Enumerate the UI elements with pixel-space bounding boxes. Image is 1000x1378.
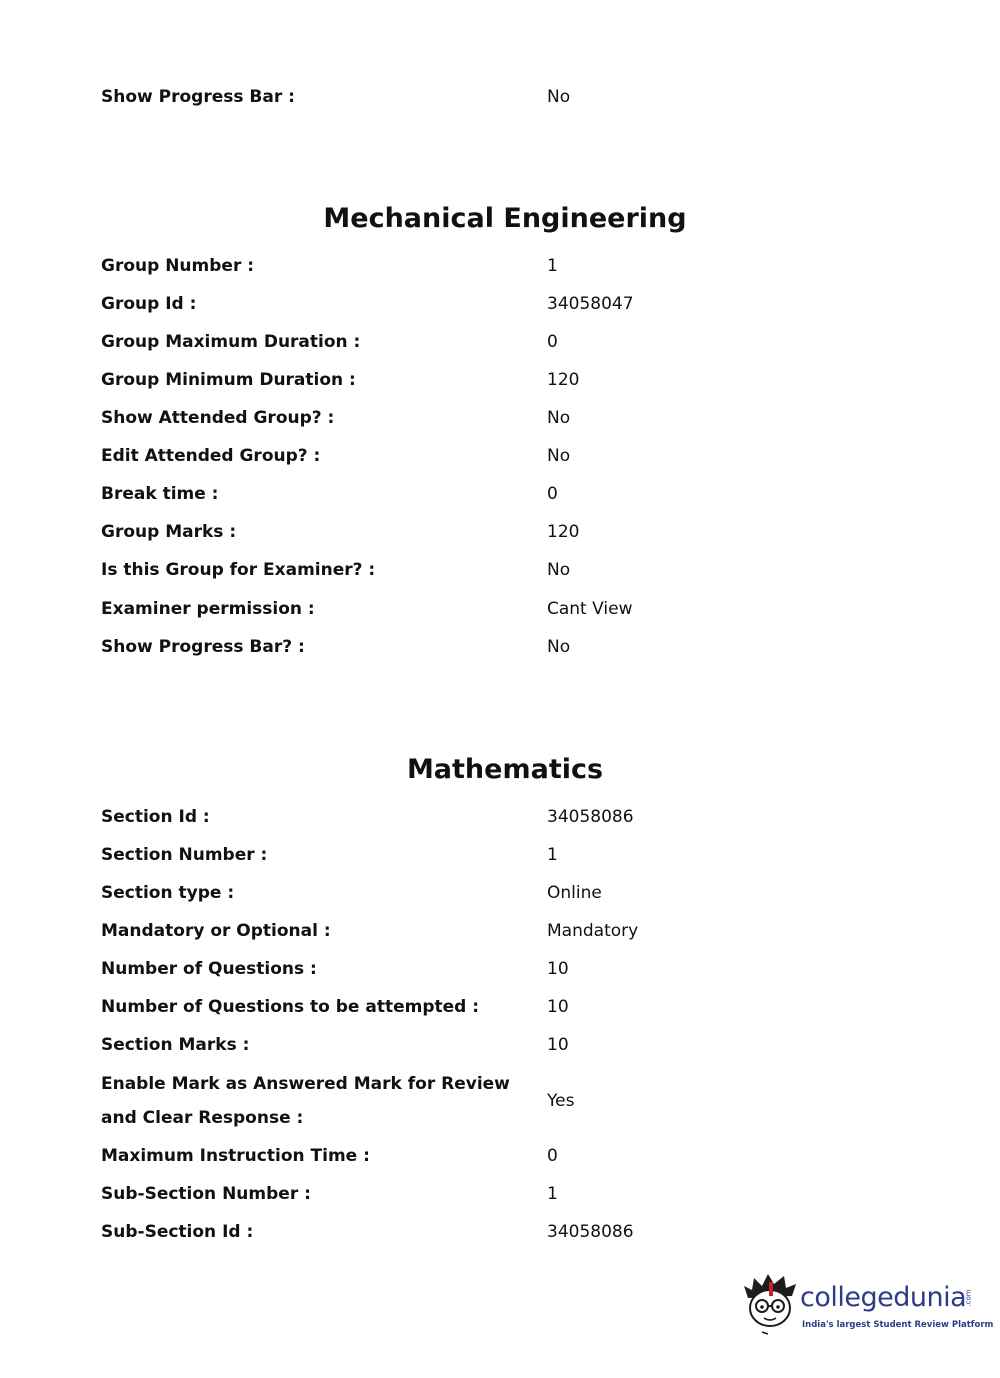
field-value: 34058047 [547,294,634,314]
field-label: Sub-Section Number : [101,1184,311,1204]
field-value: 0 [547,484,558,504]
field-value: 34058086 [547,807,634,827]
field-value: 1 [547,1184,558,1204]
field-value: No [547,637,571,657]
field-label: Mandatory or Optional : [101,921,331,941]
section-heading-group: Mechanical Engineering [323,203,687,234]
field-value: 1 [547,845,558,865]
logo-wordmark: collegedunia [800,1282,967,1313]
field-value: No [547,560,571,580]
field-label: Section Marks : [101,1035,250,1055]
field-value: Mandatory [547,921,639,941]
field-label: Section type : [101,883,235,903]
field-label: Show Progress Bar? : [101,637,305,657]
field-value: 0 [547,332,558,352]
field-value: Yes [547,1091,575,1111]
field-label: Maximum Instruction Time : [101,1146,370,1166]
field-value: 34058086 [547,1222,634,1242]
field-label: Group Number : [101,256,255,276]
field-value: 120 [547,522,580,542]
field-label: Edit Attended Group? : [101,446,321,466]
field-value: 10 [547,959,569,979]
field-label: Group Minimum Duration : [101,370,356,390]
field-label: Show Progress Bar : [101,87,295,107]
field-label: Section Id : [101,807,210,827]
field-label: Enable Mark as Answered Mark for Review and Clear Response : [101,1074,510,1128]
logo-dotcom: .com [964,1289,973,1307]
field-label: Number of Questions : [101,959,317,979]
table-row [101,1067,901,1135]
section-heading-subject: Mathematics [406,754,604,785]
field-label: Group Marks : [101,522,237,542]
field-label: Section Number : [101,845,268,865]
field-value: No [547,408,571,428]
field-value: 0 [547,1146,558,1166]
field-value: 1 [547,256,558,276]
field-label: Group Maximum Duration : [101,332,361,352]
logo-tagline: India's largest Student Review Platform [802,1320,994,1330]
field-label: Group Id : [101,294,197,314]
field-value: 120 [547,370,580,390]
field-label: Is this Group for Examiner? : [101,560,376,580]
field-value: 10 [547,997,569,1017]
field-label: Sub-Section Id : [101,1222,254,1242]
mascot-icon [742,1272,800,1338]
field-value: Cant View [547,599,633,619]
field-value: Online [547,883,602,903]
field-value: No [547,87,571,107]
collegedunia-logo [742,1272,994,1340]
field-label: Examiner permission : [101,599,315,619]
field-label: Break time : [101,484,219,504]
field-value: 10 [547,1035,569,1055]
field-label: Show Attended Group? : [101,408,335,428]
field-value: No [547,446,571,466]
field-label: Number of Questions to be attempted : [101,997,480,1017]
